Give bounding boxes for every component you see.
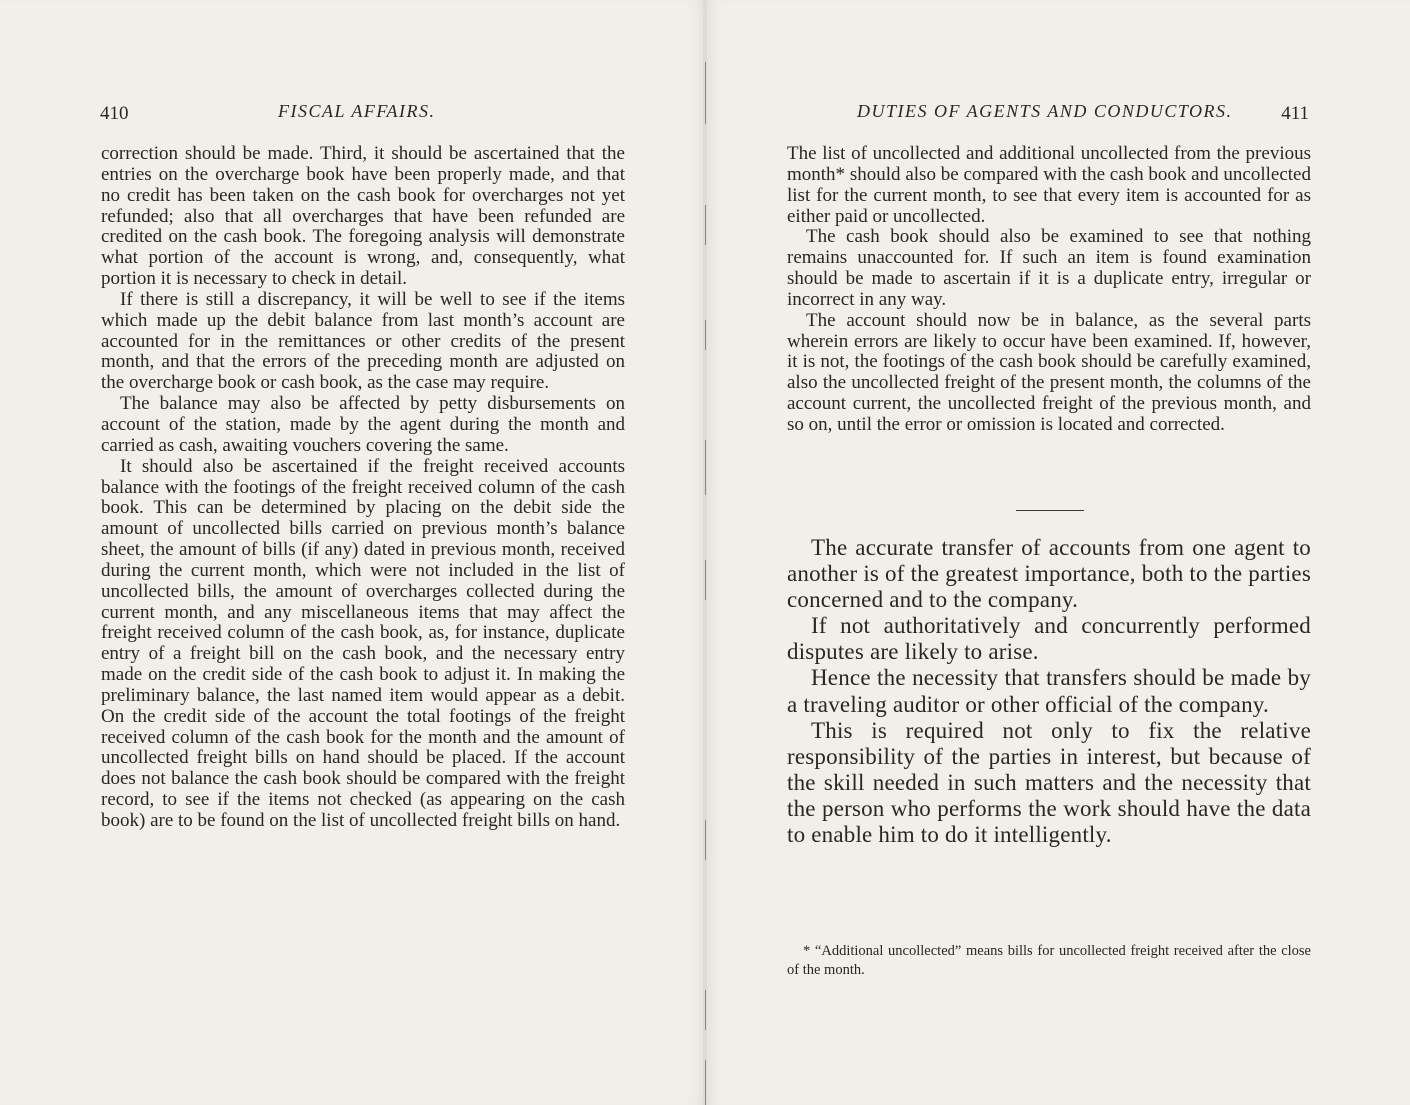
footnote — [787, 942, 1311, 980]
right-page-number: 411 — [1281, 103, 1309, 124]
gutter-shadow-line — [705, 320, 706, 350]
right-body-text — [787, 144, 1311, 436]
left-page-number: 410 — [100, 103, 129, 124]
gutter-shadow-line — [705, 205, 706, 245]
gutter-shadow-line — [705, 820, 706, 860]
footnote-text: * “Additional uncollected” means bills for uncollected freight received after the close of the month. — [787, 943, 1311, 978]
gutter-shadow-line — [705, 990, 706, 1030]
gutter-shadow-line — [705, 560, 706, 600]
paragraph: If not authoritatively and concurrently performed disputes are likely to arise. — [787, 613, 1311, 665]
paragraph: If there is still a discrepancy, it will be well to see if the items which made up the debit balance from last month’s account are accounted for in the remittances or other credits of the present month, and that the errors of the preceding month are adjusted on the overcharge book or cash book, as the case may require. — [101, 288, 625, 394]
gutter-shadow-line — [705, 62, 706, 124]
paragraph: correction should be made. Third, it should be ascertained that the entries on the overcharge book have been properly made, and that no credit has been taken on the cash book for overcharges not yet refunded; also that all overcharges that have been refunded are credited on the cash book. The foregoing analysis will demonstrate what portion of the account is wrong, and, consequently, what portion it is necessary to check in detail. — [101, 143, 625, 290]
paragraph: It should also be ascertained if the freight received accounts balance with the footings of the freight received column of the cash book. This can be determined by placing on the debit side the amount of uncollected bills carried on previous month’s balance sheet, the amount of bills (if any) dated in previous month, received during the current month, which were not included in the list of uncollected bills, the amount of overcharges collected during the current month, and any miscellaneous items that may affect the freight received column of the cash book, as, for instance, duplicate entry of a freight bill on the cash book, and the necessary entry made on the credit side of the cash book to adjust it. In making the preliminary balance, the last named item would appear as a debit. On the credit side of the account the total footings of the freight received column of the cash book for the month and the amount of uncollected freight bills on hand should be placed. If the account does not balance the cash book should be compared with the freight record, to see if the items not checked (as appearing on the cash book) are to be found on the list of uncollected freight bills on hand. — [101, 455, 625, 831]
left-running-title: FISCAL AFFAIRS. — [278, 101, 436, 121]
paragraph: This is required not only to fix the relative responsibility of the parties in interest, but because of the skill needed in such matters and the necessity that the person who performs the work should have the data to enable him to do it intelligently. — [787, 717, 1311, 848]
right-running-title: DUTIES OF AGENTS AND CONDUCTORS. — [857, 101, 1233, 121]
paragraph: The balance may also be affected by petty disbursements on account of the station, made by the agent during the month and carried as cash, awaiting vouchers covering the same. — [101, 393, 625, 456]
paragraph: The list of uncollected and additional uncollected from the previous month* should also be compared with the cash book and uncollected list for the current month, to see that every item is accounted for as either paid or uncollected. — [787, 143, 1311, 227]
paragraph: The cash book should also be examined to see that nothing remains unaccounted for. If such an item is found examination should be made to ascertain if it is a duplicate entry, irregular or incorrect in any way. — [787, 226, 1311, 310]
left-running-head — [100, 98, 624, 124]
left-page — [0, 0, 703, 1105]
left-body-text — [101, 144, 625, 832]
paragraph: The accurate transfer of accounts from one agent to another is of the greatest importance, both to the parties concerned and to the company. — [787, 535, 1311, 613]
paragraph: Hence the necessity that transfers should be made by a traveling auditor or other official of the company. — [787, 665, 1311, 717]
transfer-section — [787, 535, 1311, 848]
right-page — [707, 0, 1410, 1105]
gutter-shadow-line — [705, 1060, 706, 1105]
right-running-head — [787, 98, 1311, 124]
gutter-shadow-line — [705, 440, 706, 495]
section-divider — [1016, 510, 1084, 511]
paragraph: The account should now be in balance, as the several parts wherein errors are likely to occur have been examined. If, however, it is not, the footings of the cash book should be carefully examined, also the uncollected freight of the present month, the columns of the account current, the uncollected freight of the previous month, and so on, until the error or omission is located and corrected. — [787, 309, 1311, 435]
